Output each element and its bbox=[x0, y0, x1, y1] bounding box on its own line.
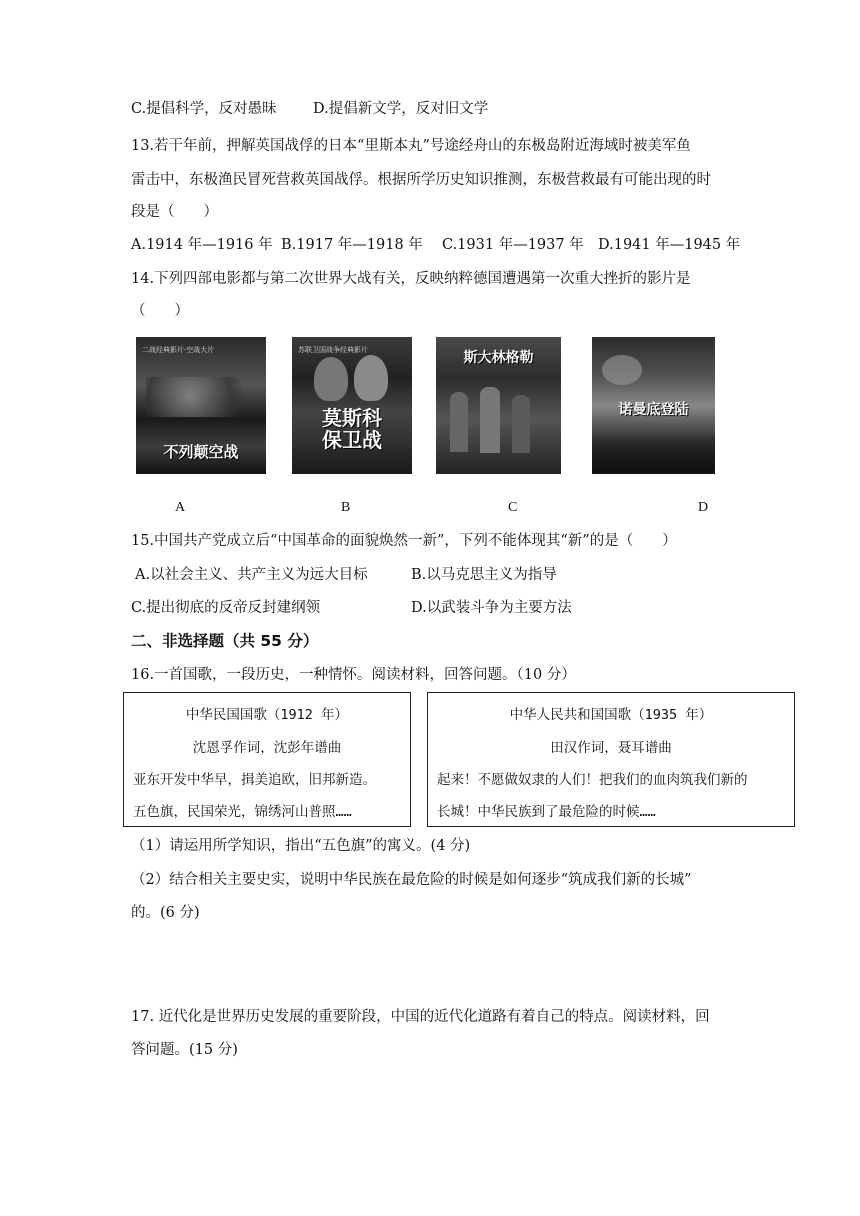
poster-label-a: A bbox=[175, 500, 186, 515]
q17-stem-line1: 17. 近代化是世界历史发展的重要阶段，中国的近代化道路有着自己的特点。阅读材料，回 bbox=[131, 1009, 710, 1025]
q15-option-b: B.以马克思主义为指导 bbox=[411, 567, 557, 583]
q13-stem-line2: 雷击中，东极渔民冒死营救英国战俘。根据所学历史知识推测，东极营救最有可能出现的时 bbox=[131, 172, 711, 188]
roc-anthem-authors: 沈恩孚作词，沈彭年谱曲 bbox=[192, 740, 342, 756]
prc-anthem-lyric2: 长城！中华民族到了最危险的时候…… bbox=[437, 804, 656, 820]
q15-option-c: C.提出彻底的反帝反封建纲领 bbox=[131, 600, 321, 616]
prc-anthem-lyric1: 起来！不愿做奴隶的人们！把我们的血肉筑我们新的 bbox=[437, 772, 748, 788]
poster-d-title: 诺曼底登陆 bbox=[618, 402, 689, 418]
roc-anthem-title: 中华民国国歌（1912 年） bbox=[185, 707, 349, 723]
poster-label-d: D bbox=[698, 500, 709, 515]
poster-label-b: B bbox=[341, 500, 351, 515]
poster-b-title-line1: 莫斯科 bbox=[322, 406, 382, 430]
q17-stem-line2: 答问题。(15 分) bbox=[131, 1042, 238, 1058]
q16-sub2-line1: （2）结合相关主要史实，说明中华民族在最危险的时候是如何逐步“筑成我们新的长城” bbox=[131, 872, 692, 888]
q13-option-c: C.1931 年—1937 年 bbox=[442, 237, 584, 253]
movie-poster-b: 苏联卫国战争经典影片 莫斯科 保卫战 bbox=[292, 337, 412, 474]
prc-anthem-title: 中华人民共和国国歌（1935 年） bbox=[509, 707, 713, 723]
q15-stem: 15.中国共产党成立后“中国革命的面貌焕然一新”，下列不能体现其“新”的是（ ） bbox=[131, 533, 677, 549]
poster-label-c: C bbox=[508, 500, 518, 515]
q15-option-d: D.以武装斗争为主要方法 bbox=[411, 600, 572, 616]
anthem-box-roc bbox=[123, 692, 411, 827]
poster-b-title-line2: 保卫战 bbox=[322, 428, 382, 452]
prc-anthem-authors: 田汉作词，聂耳谱曲 bbox=[550, 740, 672, 756]
q13-option-d: D.1941 年—1945 年 bbox=[598, 237, 741, 253]
q14-stem-line2: （ ） bbox=[131, 303, 189, 319]
q14-stem-line1: 14.下列四部电影都与第二次世界大战有关，反映纳粹德国遭遇第一次重大挫折的影片是 bbox=[131, 271, 691, 287]
q15-option-a: A.以社会主义、共产主义为远大目标 bbox=[135, 567, 368, 583]
roc-anthem-lyric1: 亚东开发中华早，揖美追欧，旧邦新造。 bbox=[133, 772, 376, 788]
q16-sub2-line2: 的。(6 分) bbox=[131, 905, 200, 921]
q13-stem-line3: 段是（ ） bbox=[131, 204, 218, 220]
q13-option-b: B.1917 年—1918 年 bbox=[281, 237, 423, 253]
q12-option-c: C.提倡科学，反对愚昧 bbox=[131, 101, 277, 117]
q13-stem-line1: 13.若干年前，押解英国战俘的日本“里斯本丸”号途经舟山的东极岛附近海域时被美军鱼 bbox=[131, 138, 691, 154]
q13-option-a: A.1914 年—1916 年 bbox=[131, 237, 273, 253]
poster-c-title: 斯大林格勒 bbox=[463, 350, 534, 366]
movie-poster-d bbox=[592, 337, 715, 474]
movie-poster-a: 二战经典影片·空战大片 不列颠空战 bbox=[136, 337, 266, 474]
anthem-box-prc bbox=[427, 692, 795, 827]
q16-stem: 16.一首国歌，一段历史，一种情怀。阅读材料，回答问题。（10 分） bbox=[131, 667, 576, 683]
q16-sub1: （1）请运用所学知识，指出“五色旗”的寓义。(4 分) bbox=[131, 838, 471, 854]
movie-poster-c bbox=[436, 337, 561, 474]
q12-option-d: D.提倡新文学，反对旧文学 bbox=[313, 101, 489, 117]
roc-anthem-lyric2: 五色旗，民国荣光，锦绣河山普照…… bbox=[133, 804, 352, 820]
poster-a-title: 不列颠空战 bbox=[163, 443, 239, 461]
section2-heading: 二、非选择题（共 55 分） bbox=[131, 632, 319, 650]
